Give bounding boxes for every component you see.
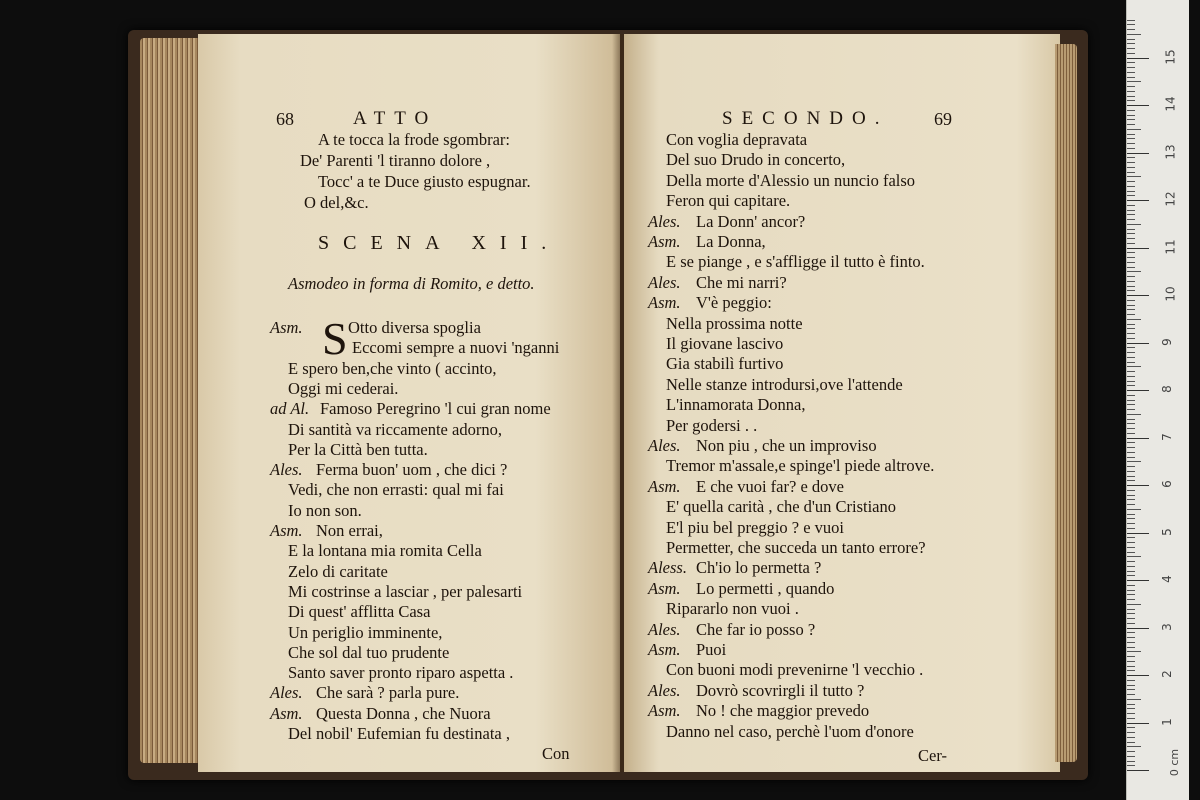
ruler-tick (1127, 214, 1135, 215)
speaker-label: Ales. (648, 619, 681, 639)
ruler-tick (1127, 461, 1141, 462)
dialogue-line: Del nobil' Eufemian fu destinata , (288, 724, 510, 743)
speaker-label: Ales. (648, 680, 681, 700)
ruler-tick (1127, 580, 1149, 581)
dialogue-line: Zelo di caritate (288, 561, 388, 581)
ruler-number: 9 (1159, 337, 1174, 346)
ruler-tick (1127, 694, 1135, 695)
ruler-tick (1127, 333, 1135, 334)
dialogue-line: Di santità va riccamente adorno, (288, 419, 502, 439)
ruler-tick (1127, 765, 1135, 766)
ruler-tick (1127, 761, 1135, 762)
ruler-tick (1127, 637, 1135, 638)
ruler-tick (1127, 675, 1149, 676)
ruler-tick (1127, 309, 1135, 310)
ruler-number: 5 (1159, 527, 1174, 536)
dialogue-line: Otto diversa spoglia (348, 318, 481, 337)
ruler-tick (1127, 48, 1135, 49)
ruler-tick (1127, 219, 1135, 220)
ruler-tick (1127, 518, 1135, 519)
speaker-label: Ales. (270, 683, 303, 703)
speaker-label: Asm. (270, 703, 303, 723)
ruler-tick (1127, 566, 1135, 567)
ruler-tick (1127, 210, 1135, 211)
dialogue-line: Non errai, (316, 521, 383, 540)
ruler-tick (1127, 271, 1141, 272)
dialogue-line: Mi costrinse a lasciar , per palesarti (288, 581, 523, 601)
ruler-tick (1127, 623, 1135, 624)
ruler-tick (1127, 29, 1135, 30)
ruler-tick (1127, 229, 1135, 230)
ruler-tick (1127, 381, 1135, 382)
ruler-tick (1127, 618, 1135, 619)
dialogue-line: Che far io posso ? (696, 619, 816, 639)
ruler-number: 8 (1159, 385, 1174, 393)
ruler-tick (1127, 480, 1135, 481)
ruler-tick (1127, 248, 1149, 249)
ruler-unit-label: 0 cm (1168, 748, 1182, 777)
ruler-tick (1127, 495, 1135, 496)
ruler-number: 6 (1159, 480, 1174, 488)
speaker-label: Ales. (648, 272, 681, 292)
ruler-tick (1127, 428, 1135, 429)
verse-line: De' Parenti 'l tiranno dolore , (300, 151, 491, 170)
ruler-tick (1127, 476, 1135, 477)
ruler-tick (1127, 746, 1141, 747)
ruler-number: 4 (1159, 575, 1174, 583)
ruler-tick (1127, 547, 1135, 548)
ruler-tick (1127, 81, 1141, 82)
scene-title: SCENA XII. (318, 232, 561, 254)
dialogue-line: Vedi, che non errasti: qual mi fai (288, 480, 504, 500)
dialogue-line: No ! che maggior prevedo (696, 701, 870, 721)
ruler-tick (1127, 742, 1135, 743)
ruler-tick (1127, 504, 1135, 505)
page-edges-right (1055, 44, 1077, 762)
dialogue-line: E spero ben,che vinto ( accinto, (288, 358, 497, 378)
ruler-number: 7 (1159, 432, 1174, 441)
ruler-tick (1127, 770, 1149, 771)
speaker-label: Asm. (270, 318, 303, 337)
ruler-tick (1127, 661, 1135, 662)
speaker-label: Ales. (648, 436, 681, 455)
ruler-tick (1127, 708, 1135, 709)
ruler-tick (1127, 514, 1135, 515)
ruler-tick (1127, 286, 1135, 287)
ruler-tick (1127, 704, 1135, 705)
speaker-label: Asm. (648, 232, 681, 251)
ruler-tick (1127, 575, 1135, 576)
dialogue-line: V'è peggio: (696, 293, 772, 313)
ruler-tick (1127, 148, 1135, 149)
ruler-tick (1127, 590, 1135, 591)
dialogue-line: E'l piu bel preggio ? e vuoi (666, 517, 845, 537)
ruler-tick (1127, 485, 1149, 486)
speaker-label: Asm. (270, 521, 303, 540)
dialogue-line: Questa Donna , che Nuora (316, 703, 491, 723)
ruler-tick (1127, 537, 1135, 538)
ruler-tick (1127, 414, 1141, 415)
ruler-tick (1127, 656, 1135, 657)
speaker-label: Asm. (648, 701, 681, 721)
ruler-tick (1127, 186, 1135, 187)
ruler-number: 10 (1163, 286, 1178, 302)
ruler-tick (1127, 328, 1135, 329)
dialogue-line: Puoi (696, 640, 727, 659)
ruler-tick (1127, 62, 1135, 63)
ruler-tick (1127, 727, 1135, 728)
dialogue-line: Eccomi sempre a nuovi 'nganni (352, 338, 560, 358)
dialogue-line: L'innamorata Donna, (666, 395, 806, 415)
dialogue-line: Oggi mi cederai. (288, 378, 399, 398)
ruler-tick (1127, 91, 1135, 92)
ruler-tick (1127, 523, 1135, 524)
ruler-tick (1127, 666, 1135, 667)
ruler-tick (1127, 134, 1135, 135)
ruler-tick (1127, 314, 1135, 315)
ruler-tick (1127, 72, 1135, 73)
dialogue-line: Per la Città ben tutta. (288, 439, 428, 459)
ruler-tick (1127, 371, 1135, 372)
ruler-tick (1127, 39, 1135, 40)
ruler-tick (1127, 191, 1135, 192)
ruler-tick (1127, 689, 1135, 690)
ruler-tick (1127, 404, 1135, 405)
ruler-tick (1127, 352, 1135, 353)
ruler-tick (1127, 680, 1135, 681)
ruler-tick (1127, 628, 1149, 629)
ruler-tick (1127, 609, 1135, 610)
ruler-tick (1127, 718, 1135, 719)
ruler-tick (1127, 419, 1135, 420)
ruler-tick (1127, 756, 1135, 757)
ruler-tick (1127, 195, 1135, 196)
dialogue-line: E' quella carità , che d'un Cristiano (666, 497, 896, 517)
dialogue-line: Con voglia depravata (666, 130, 808, 149)
ruler-tick (1127, 723, 1149, 724)
ruler-tick (1127, 466, 1135, 467)
ruler-tick (1127, 172, 1135, 173)
ruler-tick (1127, 395, 1135, 396)
ruler-number: 11 (1163, 238, 1178, 255)
dialogue-line: La Donn' ancor? (696, 211, 806, 231)
ruler-tick (1127, 176, 1141, 177)
ruler-tick (1127, 613, 1135, 614)
measurement-ruler (1126, 0, 1189, 800)
dialogue-line: Ch'io lo permetta ? (696, 558, 822, 578)
ruler-tick (1127, 400, 1135, 401)
ruler-tick (1127, 737, 1135, 738)
dialogue-line: Dovrò scovrirgli il tutto ? (696, 680, 865, 700)
ruler-tick (1127, 157, 1135, 158)
ruler-tick (1127, 471, 1135, 472)
ruler-tick (1127, 24, 1135, 25)
verse-line: Tocc' a te Duce giusto espugnar. (318, 172, 531, 191)
speaker-label: ad Al. (270, 399, 310, 419)
ruler-tick (1127, 376, 1135, 377)
dialogue-line: Per godersi . . (666, 415, 758, 435)
speaker-label: Aless. (648, 558, 687, 578)
catchword: Cer- (918, 746, 947, 765)
ruler-tick (1127, 167, 1135, 168)
dialogue-line: E la lontana mia romita Cella (288, 541, 482, 561)
ruler-tick (1127, 732, 1135, 733)
ruler-tick (1127, 651, 1141, 652)
ruler-tick (1127, 34, 1141, 35)
dialogue-line: Che mi narri? (696, 272, 787, 292)
ruler-tick (1127, 362, 1135, 363)
ruler-tick (1127, 452, 1135, 453)
dialogue-line: Non piu , che un improviso (696, 436, 877, 455)
ruler-tick (1127, 129, 1141, 130)
ruler-tick (1127, 713, 1135, 714)
dialogue-line: Io non son. (288, 500, 362, 520)
ruler-tick (1127, 528, 1135, 529)
ruler-tick (1127, 347, 1135, 348)
dialogue-line: Lo permetti , quando (696, 578, 835, 598)
ruler-tick (1127, 295, 1149, 296)
dialogue-line: Nelle stanze introdursi,ove l'attende (666, 374, 903, 394)
ruler-tick (1127, 385, 1135, 386)
dialogue-line: Di quest' afflitta Casa (288, 602, 431, 622)
ruler-number: 1 (1159, 717, 1174, 726)
ruler-tick (1127, 319, 1141, 320)
dialogue-line: Feron qui capitare. (666, 191, 791, 211)
ruler-tick (1127, 542, 1135, 543)
page-number: 68 (276, 109, 294, 129)
page-number: 69 (934, 109, 952, 129)
dialogue-line: Permetter, che succeda un tanto errore? (666, 538, 926, 557)
ruler-tick (1127, 162, 1135, 163)
ruler-tick (1127, 324, 1135, 325)
ruler-tick (1127, 257, 1135, 258)
ruler-tick (1127, 423, 1135, 424)
ruler-tick (1127, 281, 1135, 282)
dialogue-line: Che sarà ? parla pure. (316, 683, 460, 703)
ruler-tick (1127, 58, 1149, 59)
ruler-number: 13 (1163, 143, 1178, 160)
dialogue-line: Nella prossima notte (666, 313, 803, 333)
ruler-tick (1127, 233, 1135, 234)
ruler-tick (1127, 119, 1135, 120)
ruler-tick (1127, 200, 1149, 201)
ruler-tick (1127, 243, 1135, 244)
speaker-label: Asm. (648, 293, 681, 313)
ruler-tick (1127, 599, 1135, 600)
dialogue-line: Che sol dal tuo prudente (288, 642, 450, 662)
ruler-tick (1127, 305, 1135, 306)
catchword: Con (542, 744, 570, 763)
ruler-tick (1127, 20, 1135, 21)
ruler-tick (1127, 338, 1135, 339)
speaker-label: Ales. (270, 460, 303, 480)
ruler-tick (1127, 153, 1149, 154)
ruler-tick (1127, 224, 1141, 225)
ruler-tick (1127, 205, 1135, 206)
dialogue-line: Un periglio imminente, (288, 622, 443, 642)
ruler-tick (1127, 77, 1135, 78)
ruler-tick (1127, 366, 1141, 367)
left-page (198, 34, 620, 772)
ruler-tick (1127, 533, 1149, 534)
ruler-number: 12 (1163, 191, 1178, 207)
ruler-tick (1127, 115, 1135, 116)
ruler-tick (1127, 647, 1135, 648)
verse-line: A te tocca la frode sgombrar: (318, 130, 510, 149)
ruler-tick (1127, 267, 1135, 268)
ruler-tick (1127, 670, 1135, 671)
dialogue-line: Danno nel caso, perchè l'uom d'onore (666, 721, 914, 741)
running-head: SECONDO. (722, 108, 889, 129)
ruler-tick (1127, 499, 1135, 500)
ruler-number: 2 (1159, 670, 1174, 678)
dialogue-line: Il giovane lascivo (666, 334, 784, 353)
ruler-tick (1127, 685, 1135, 686)
speaker-label: Ales. (648, 211, 681, 231)
ruler-tick (1127, 143, 1135, 144)
ruler-tick (1127, 699, 1141, 700)
dialogue-line: Del suo Drudo in concerto, (666, 150, 846, 170)
dialogue-line: Della morte d'Alessio un nuncio falso (666, 170, 916, 190)
ruler-tick (1127, 594, 1135, 595)
ruler-tick (1127, 86, 1135, 87)
ruler-tick (1127, 357, 1135, 358)
ruler-tick (1127, 100, 1135, 101)
dialogue-line: Con buoni modi prevenirne 'l vecchio . (666, 660, 924, 680)
ruler-tick (1127, 509, 1141, 510)
ruler-tick (1127, 124, 1135, 125)
verse-line: O del,&c. (304, 193, 369, 212)
dialogue-line: Ferma buon' uom , che dici ? (316, 460, 508, 480)
ruler-tick (1127, 43, 1135, 44)
ruler-number: 14 (1163, 96, 1178, 112)
dialogue-line: E se piange , e s'affligge il tutto è finto. (666, 252, 925, 272)
ruler-tick (1127, 409, 1135, 410)
dialogue-line: Santo saver pronto riparo aspetta . (288, 663, 514, 683)
ruler-tick (1127, 552, 1135, 553)
ruler-tick (1127, 343, 1149, 344)
ruler-tick (1127, 110, 1135, 111)
ruler-tick (1127, 67, 1135, 68)
ruler-tick (1127, 238, 1135, 239)
ruler-tick (1127, 556, 1141, 557)
ruler-tick (1127, 751, 1135, 752)
dialogue-line: La Donna, (696, 232, 766, 251)
dialogue-line: Famoso Peregrino 'l cui gran nome (320, 399, 551, 419)
ruler-tick (1127, 433, 1135, 434)
ruler-tick (1127, 447, 1135, 448)
ruler-tick (1127, 290, 1135, 291)
stage-direction: Asmodeo in forma di Romito, e detto. (288, 274, 535, 293)
ruler-tick (1127, 604, 1141, 605)
running-head: ATTO (353, 108, 438, 129)
ruler-tick (1127, 262, 1135, 263)
ruler-tick (1127, 96, 1135, 97)
ruler-tick (1127, 585, 1135, 586)
drop-cap: S (322, 313, 348, 364)
speaker-label: Asm. (648, 476, 681, 496)
ruler-tick (1127, 181, 1135, 182)
ruler-tick (1127, 571, 1135, 572)
ruler-tick (1127, 490, 1135, 491)
speaker-label: Asm. (648, 578, 681, 598)
ruler-tick (1127, 642, 1135, 643)
ruler-tick (1127, 105, 1149, 106)
ruler-tick (1127, 442, 1135, 443)
ruler-tick (1127, 138, 1135, 139)
ruler-tick (1127, 390, 1149, 391)
ruler-tick (1127, 632, 1135, 633)
dialogue-line: E che vuoi far? e dove (696, 476, 844, 496)
ruler-tick (1127, 53, 1135, 54)
ruler-tick (1127, 457, 1135, 458)
right-page (624, 34, 1060, 772)
ruler-tick (1127, 561, 1135, 562)
dialogue-line: Tremor m'assale,e spinge'l piede altrove. (666, 456, 935, 476)
dialogue-line: Gia stabilì furtivo (666, 354, 784, 374)
speaker-label: Asm. (648, 640, 681, 659)
ruler-number: 3 (1159, 622, 1174, 631)
dialogue-line: Ripararlo non vuoi . (666, 599, 799, 619)
ruler-tick (1127, 438, 1149, 439)
ruler-tick (1127, 252, 1135, 253)
ruler-number: 15 (1163, 48, 1178, 65)
ruler-tick (1127, 300, 1135, 301)
ruler-tick (1127, 276, 1135, 277)
